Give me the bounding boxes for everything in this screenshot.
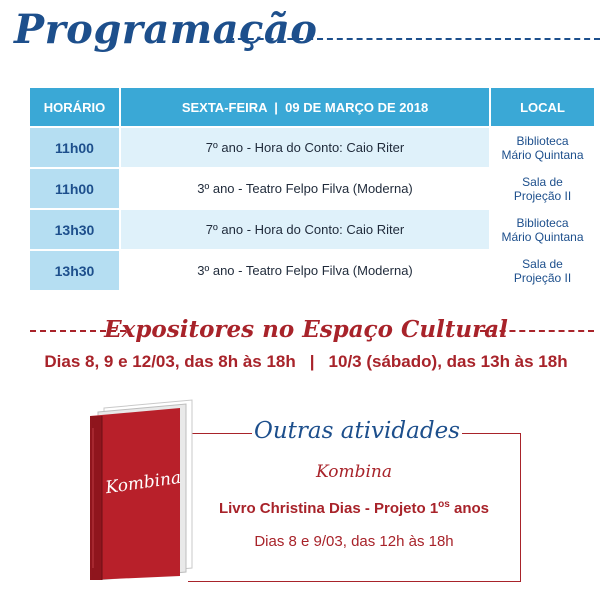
header-time: HORÁRIO: [30, 88, 120, 127]
activity-description: Livro Christina Dias - Projeto $1^{os}$ anos: [218, 499, 490, 517]
row-event: 3º ano - Teatro Felpo Filva (Moderna): [120, 168, 490, 209]
expositores-separator: |: [309, 352, 315, 371]
expositores-dates: [0, 352, 612, 372]
row-event: 7º ano - Hora do Conto: Caio Riter: [120, 209, 490, 250]
row-event: 7º ano - Hora do Conto: Caio Riter: [120, 127, 490, 168]
row-local: Sala de Projeção II: [490, 250, 594, 290]
table-row: [30, 209, 594, 250]
header-local: LOCAL: [490, 88, 594, 127]
page-title: Programação: [14, 6, 318, 53]
header-day: SEXTA-FEIRA | 09 DE MARÇO DE 2018: [120, 88, 490, 127]
row-local: Biblioteca Mário Quintana: [490, 209, 594, 250]
expositores-dates-weekdays: Dias 8, 9 e 12/03, das 8h às 18h: [44, 352, 296, 371]
row-local: Sala de Projeção II: [490, 168, 594, 209]
title-divider: [228, 38, 600, 40]
expositores-title: Expositores no Espaço Cultural: [104, 316, 508, 343]
row-time: 11h00: [30, 127, 120, 168]
row-time: 13h30: [30, 250, 120, 290]
row-time: 11h00: [30, 168, 120, 209]
expositores-dates-saturday: 10/3 (sábado), das 13h às 18h: [328, 352, 568, 371]
row-time: 13h30: [30, 209, 120, 250]
row-local: Biblioteca Mário Quintana: [490, 127, 594, 168]
table-row: [30, 168, 594, 209]
book-icon: [90, 398, 200, 580]
table-row: [30, 127, 594, 168]
book-title: Kombina: [104, 467, 183, 499]
table-row: [30, 250, 594, 290]
schedule-table: [30, 88, 594, 290]
activity-name: Kombina: [315, 462, 392, 482]
row-event: 3º ano - Teatro Felpo Filva (Moderna): [120, 250, 490, 290]
activity-dates: Dias 8 e 9/03, das 12h às 18h: [254, 533, 454, 550]
outras-atividades-title: Outras atividades: [254, 418, 460, 444]
table-header-row: [30, 88, 594, 127]
